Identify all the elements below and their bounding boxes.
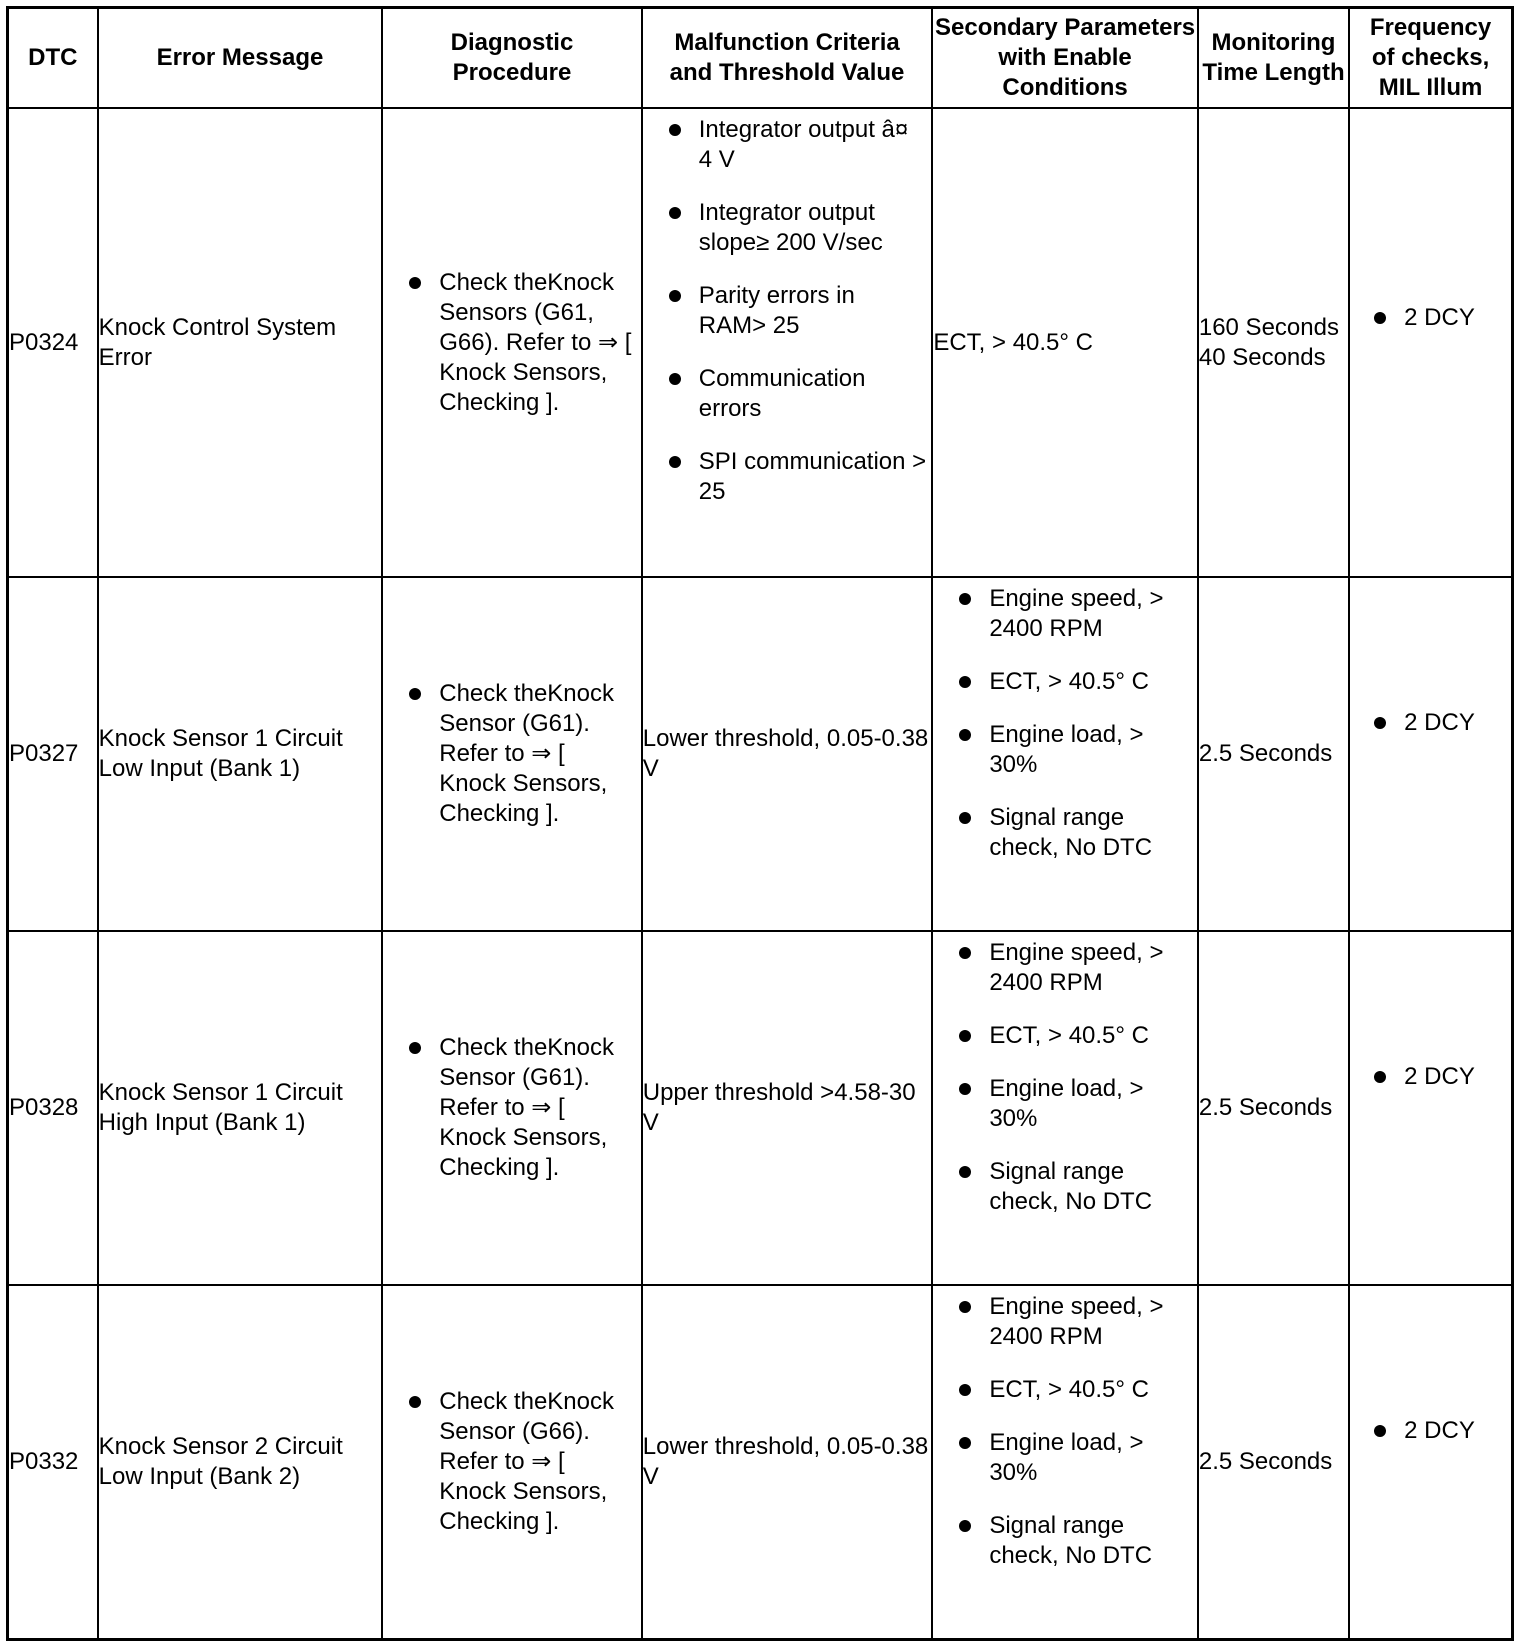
frequency: 2 DCY xyxy=(1350,303,1511,333)
frequency-cell xyxy=(1349,1285,1512,1639)
dtc-code: P0327 xyxy=(8,577,98,931)
header-malfunction-criteria: Malfunction Criteria and Threshold Value xyxy=(642,8,933,109)
malfunction-criteria: Lower threshold, 0.05-0.38 V xyxy=(642,1285,933,1639)
diagnostic-procedure: Check theKnock Sensor (G61). Refer to ⇒ [ Knock Sensors, Checking ]. xyxy=(383,679,641,829)
parameter-item: ECT, > 40.5° C xyxy=(933,1375,1197,1405)
secondary-parameters-cell xyxy=(932,931,1198,1285)
table-row xyxy=(8,577,1513,931)
frequency: 2 DCY xyxy=(1350,1062,1511,1092)
parameter-item: Engine speed, > 2400 RPM xyxy=(933,584,1197,644)
header-frequency: Frequency of checks, MIL Illum xyxy=(1349,8,1512,109)
malfunction-criteria-cell xyxy=(642,108,933,577)
error-message: Knock Sensor 1 Circuit Low Input (Bank 1) xyxy=(98,577,383,931)
monitoring-time: 2.5 Seconds xyxy=(1198,931,1349,1285)
parameter-item: Engine load, > 30% xyxy=(933,1074,1197,1134)
error-message: Knock Control System Error xyxy=(98,108,383,577)
table-row xyxy=(8,108,1513,577)
header-dtc: DTC xyxy=(8,8,98,109)
malfunction-criteria: Upper threshold >4.58-30 V xyxy=(642,931,933,1285)
monitoring-time: 160 Seconds 40 Seconds xyxy=(1198,108,1349,577)
criteria-item: SPI communication > 25 xyxy=(643,447,932,507)
criteria-item: Parity errors in RAM> 25 xyxy=(643,281,932,341)
header-secondary-parameters: Secondary Parameters with Enable Conditions xyxy=(932,8,1198,109)
secondary-parameters-cell xyxy=(932,1285,1198,1639)
diagnostic-procedure: Check theKnock Sensors (G61, G66). Refer to ⇒ [ Knock Sensors, Checking ]. xyxy=(383,268,641,418)
frequency-cell xyxy=(1349,577,1512,931)
diagnostic-procedure-cell xyxy=(382,108,642,577)
parameter-item: Signal range check, No DTC xyxy=(933,1157,1197,1217)
secondary-parameters: ECT, > 40.5° C xyxy=(932,108,1198,577)
frequency-cell xyxy=(1349,931,1512,1285)
error-message: Knock Sensor 2 Circuit Low Input (Bank 2) xyxy=(98,1285,383,1639)
criteria-item: Integrator output slope≥ 200 V/sec xyxy=(643,198,932,258)
parameter-item: Engine load, > 30% xyxy=(933,720,1197,780)
parameter-item: Engine speed, > 2400 RPM xyxy=(933,938,1197,998)
malfunction-criteria: Lower threshold, 0.05-0.38 V xyxy=(642,577,933,931)
parameter-item: Engine load, > 30% xyxy=(933,1428,1197,1488)
diagnostic-procedure: Check theKnock Sensor (G61). Refer to ⇒ [ Knock Sensors, Checking ]. xyxy=(383,1033,641,1183)
parameter-item: Signal range check, No DTC xyxy=(933,803,1197,863)
monitoring-time: 2.5 Seconds xyxy=(1198,577,1349,931)
dtc-code: P0332 xyxy=(8,1285,98,1639)
header-diagnostic-procedure: Diagnostic Procedure xyxy=(382,8,642,109)
diagnostic-procedure-cell xyxy=(382,577,642,931)
dtc-table xyxy=(6,6,1514,1641)
header-row xyxy=(8,8,1513,109)
parameter-item: Signal range check, No DTC xyxy=(933,1511,1197,1571)
header-monitoring-time: Monitoring Time Length xyxy=(1198,8,1349,109)
error-message: Knock Sensor 1 Circuit High Input (Bank 1) xyxy=(98,931,383,1285)
dtc-code: P0328 xyxy=(8,931,98,1285)
table-row xyxy=(8,931,1513,1285)
monitoring-time: 2.5 Seconds xyxy=(1198,1285,1349,1639)
dtc-code: P0324 xyxy=(8,108,98,577)
frequency: 2 DCY xyxy=(1350,1416,1511,1446)
table-row xyxy=(8,1285,1513,1639)
secondary-parameters-cell xyxy=(932,577,1198,931)
criteria-item: Integrator output â¤ 4 V xyxy=(643,115,932,175)
frequency: 2 DCY xyxy=(1350,708,1511,738)
diagnostic-procedure-cell xyxy=(382,931,642,1285)
frequency-cell xyxy=(1349,108,1512,577)
criteria-item: Communication errors xyxy=(643,364,932,424)
parameter-item: ECT, > 40.5° C xyxy=(933,1021,1197,1051)
parameter-item: ECT, > 40.5° C xyxy=(933,667,1197,697)
diagnostic-procedure-cell xyxy=(382,1285,642,1639)
header-error-message: Error Message xyxy=(98,8,383,109)
diagnostic-procedure: Check theKnock Sensor (G66). Refer to ⇒ [ Knock Sensors, Checking ]. xyxy=(383,1387,641,1537)
parameter-item: Engine speed, > 2400 RPM xyxy=(933,1292,1197,1352)
